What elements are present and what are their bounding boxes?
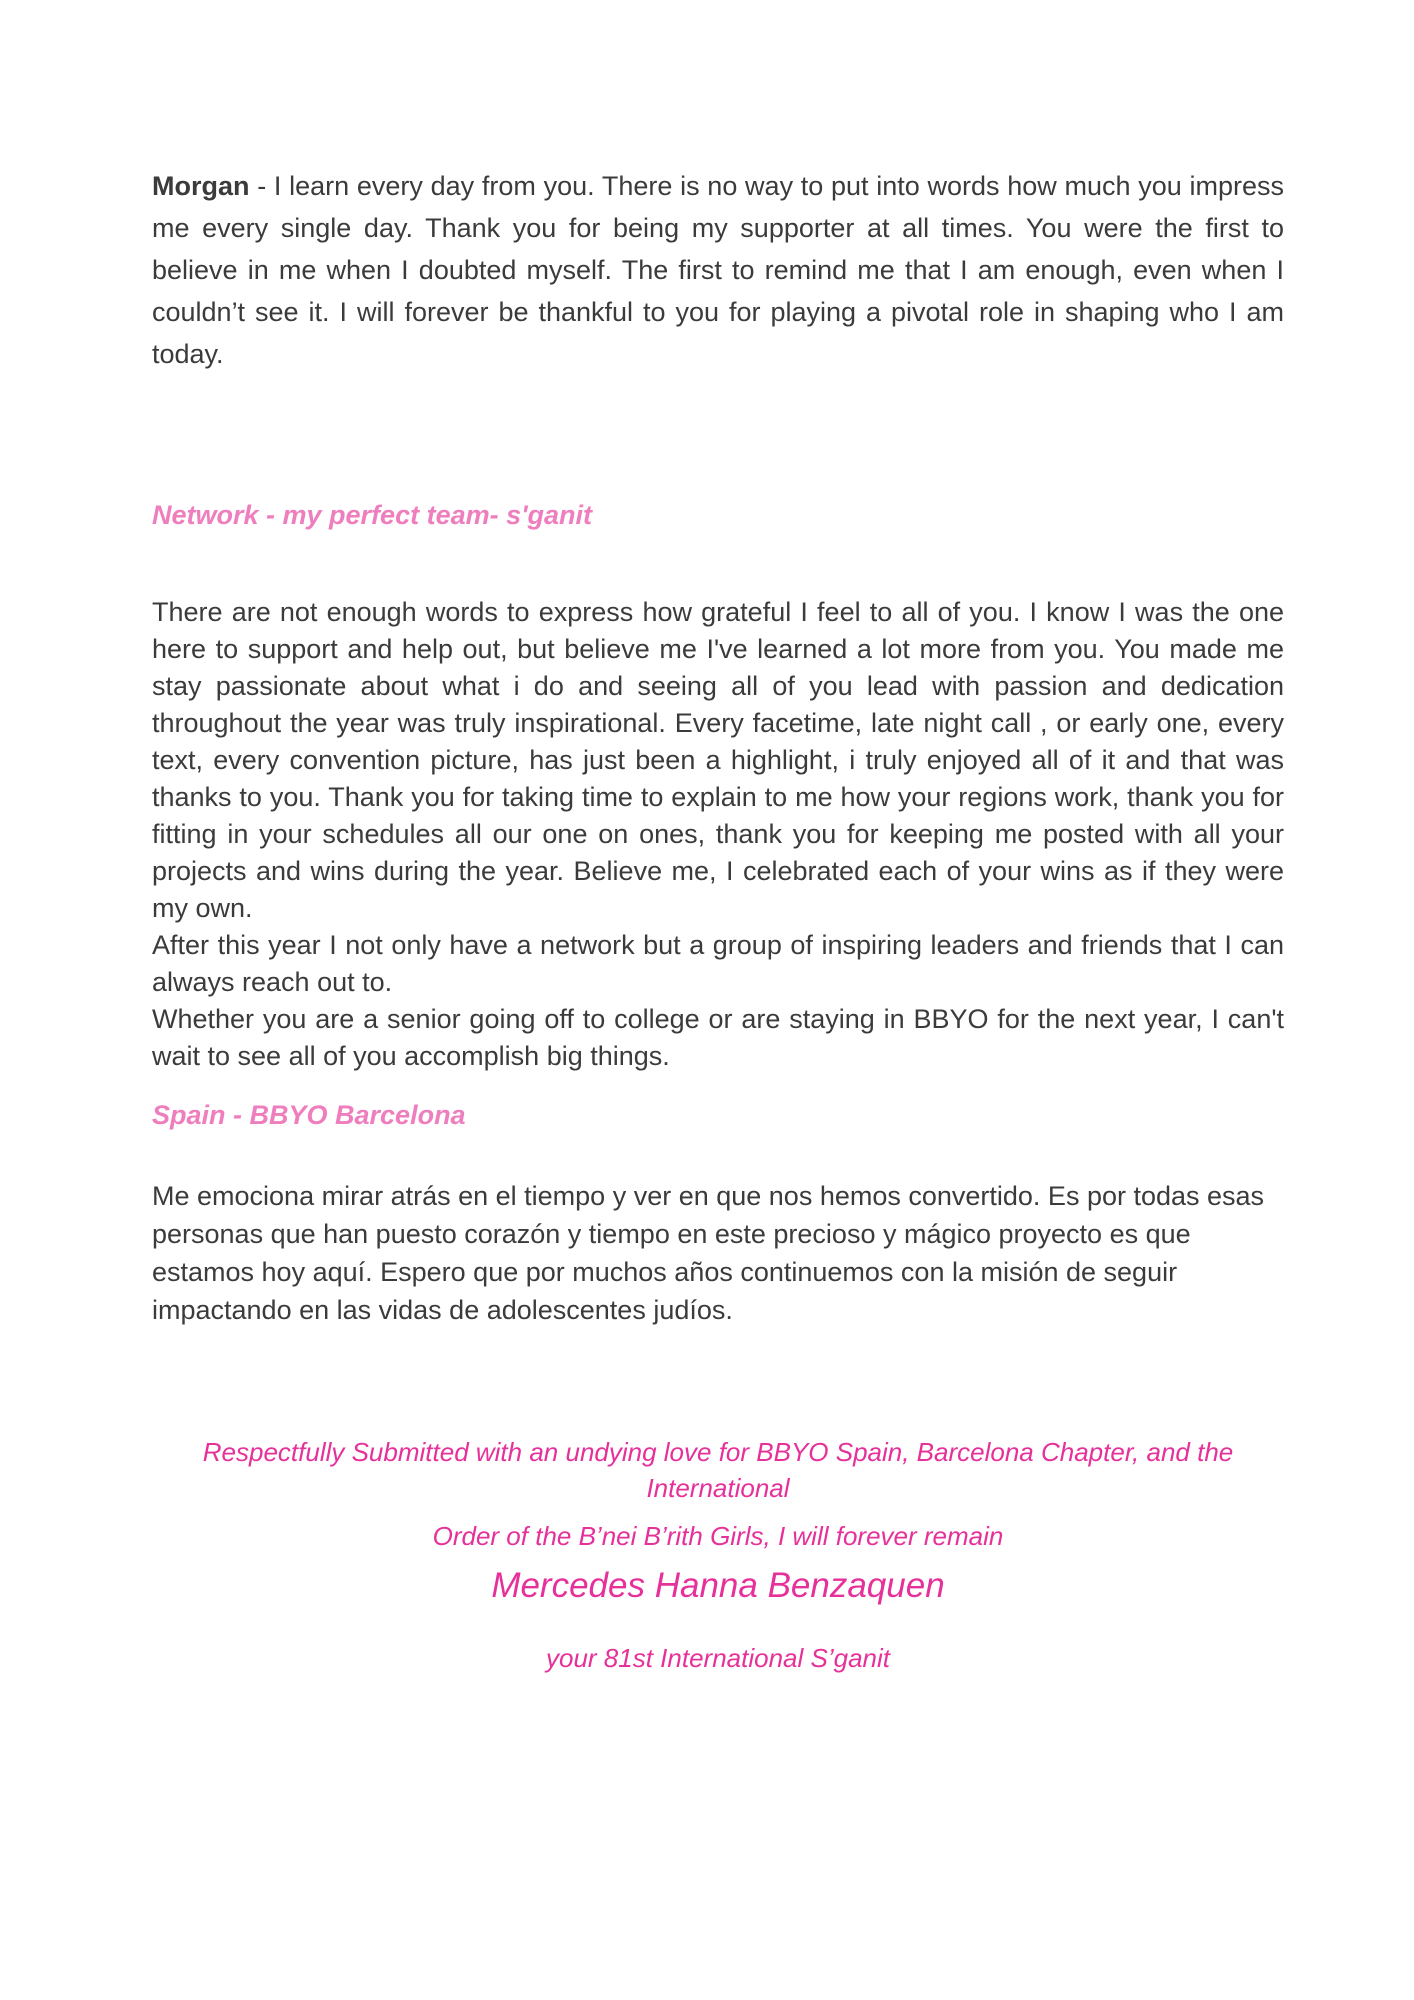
closing-block [152,1434,1284,1676]
closing-line-2: Order of the B’nei B’rith Girls, I will forever remain [432,1521,1004,1551]
spain-section-heading: Spain - BBYO Barcelona [152,1100,466,1130]
network-section-heading: Network - my perfect team- s'ganit [152,500,593,530]
signature-name: Mercedes Hanna Benzaquen [491,1566,945,1605]
spain-paragraph: Me emociona mirar atrás en el tiempo y ver en que nos hemos convertido. Es por todas esas personas que han puesto corazón y tiempo en este precioso y mágico proyecto es que estamos hoy aquí. Espero que por muchos años continuemos con la misión de seguir impactando en las vidas de adolescentes judíos. [152,1181,1265,1325]
morgan-bold-lead: Morgan [152,171,250,201]
network-paragraph-2: After this year I not only have a network but a group of inspiring leaders and friends that I can always reach out to. [152,930,1284,997]
network-paragraph-1: There are not enough words to express how grateful I feel to all of you. I know I was the one here to support and help out, but believe me I've learned a lot more from you. You made me stay passionate about what i do and seeing all of you lead with passion and dedication throughout the year was truly inspirational. Every facetime, late night call , or early one, every text, every convention picture, has just been a highlight, i truly enjoyed all of it and that was thanks to you. Thank you for taking time to explain to me how your regions work, thank you for fitting in your schedules all our one on ones, thank you for keeping me posted with all your projects and wins during the year. Believe me, I celebrated each of your wins as if they were my own. [152,597,1284,923]
network-paragraph-3: Whether you are a senior going off to college or are staying in BBYO for the next year, I can't wait to see all of you accomplish big things. [152,1004,1284,1071]
morgan-paragraph-text: - I learn every day from you. There is no way to put into words how much you impress me every single day. Thank you for being my supporter at all times. You were the first to believe in me when I doubted myself. The first to remind me that I am enough, even when I couldn’t see it. I will forever be thankful to you for playing a pivotal role in shaping who I am today. [152,171,1284,369]
closing-role: your 81st International S’ganit [546,1643,890,1673]
closing-line-1: Respectfully Submitted with an undying love for BBYO Spain, Barcelona Chapter, and the International [202,1437,1234,1503]
paragraph-morgan [152,165,1284,375]
